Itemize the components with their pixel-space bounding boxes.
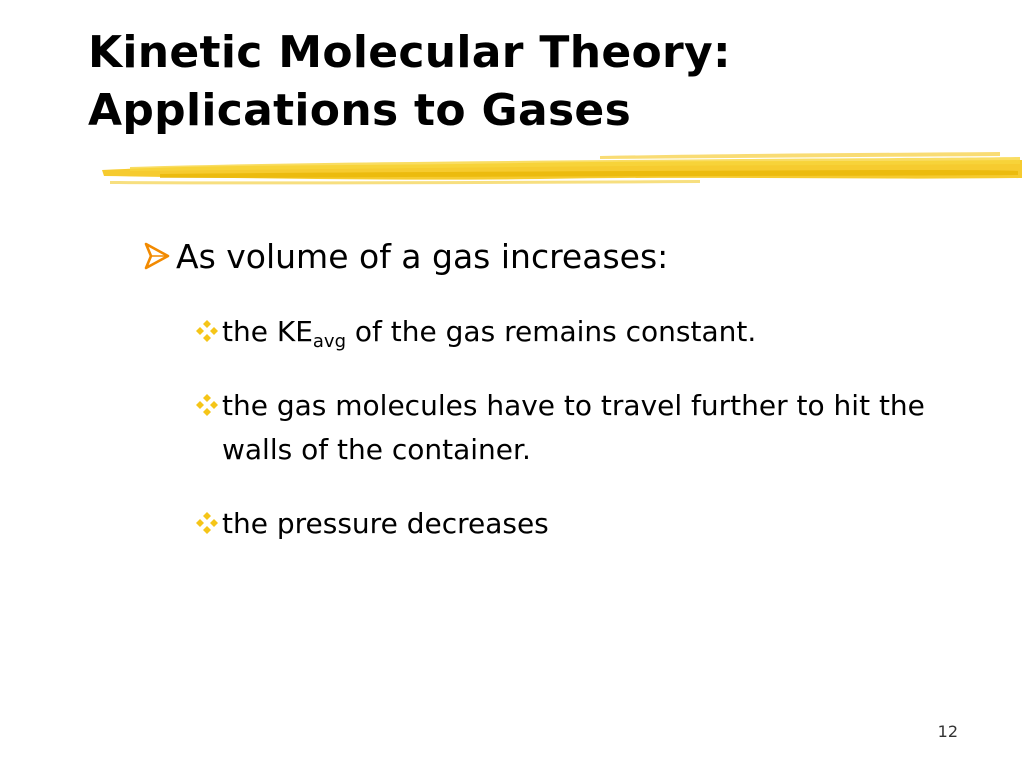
sub-bullet-3 bbox=[194, 502, 964, 546]
diamond-bullet-icon bbox=[194, 318, 220, 344]
title-underline-brush-stroke bbox=[100, 148, 1024, 188]
arrow-bullet-icon bbox=[142, 241, 172, 271]
sub-bullet-1-subscript: avg bbox=[312, 331, 347, 352]
page-number: 12 bbox=[937, 722, 958, 741]
sub-bullet-1 bbox=[194, 310, 964, 354]
slide-title-line-2: Applications to Gases bbox=[88, 85, 632, 136]
diamond-bullet-icon bbox=[194, 510, 220, 536]
sub-bullet-2 bbox=[194, 384, 964, 472]
sub-bullet-2-text: the gas molecules have to travel further to hit the walls of the container. bbox=[222, 389, 925, 466]
slide-title bbox=[88, 24, 731, 140]
main-bullet-text: As volume of a gas increases: bbox=[176, 237, 669, 276]
main-bullet bbox=[142, 234, 668, 280]
slide-title-line-1: Kinetic Molecular Theory: bbox=[88, 27, 731, 78]
diamond-bullet-icon bbox=[194, 392, 220, 418]
sub-bullet-1-text-after: of the gas remains constant. bbox=[346, 315, 757, 348]
sub-bullet-3-text: the pressure decreases bbox=[222, 507, 549, 540]
sub-bullet-1-text-before: the KE bbox=[222, 315, 313, 348]
